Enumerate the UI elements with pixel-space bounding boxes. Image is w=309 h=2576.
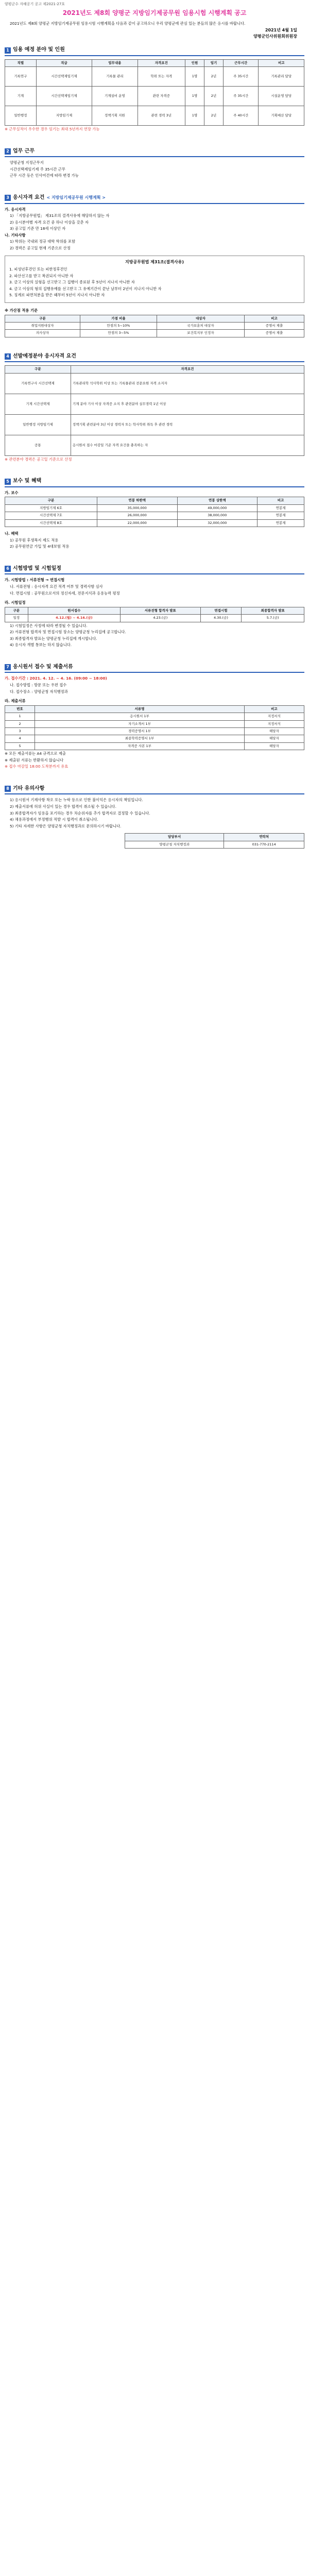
box-title: 지방공무원법 제31조(결격사유) bbox=[125, 259, 184, 264]
table-row: 취업지원대상자 만점의 5~10% 국가보훈처 대상자 증명서 제출 bbox=[5, 323, 304, 330]
sub-heading: 나. 기타사항 bbox=[5, 232, 26, 238]
pay-table: 구분 연봉 하한액 연봉 상한액 비고 지방임기제 6호 35,000,000 49,000,000 연봉제 시간선택제 7호 26,000,000 38,000,000 연봉제 시간선택제 8호 22,000,000 32,000,000 연봉제 bbox=[5, 497, 304, 527]
table-row: 기록연구사 시간선택제 기록관리학 석사학위 이상 또는 기록물관리 전문요원 자격 소지자 bbox=[5, 373, 304, 394]
table-row: 2 자기소개서 1부 지정서식 bbox=[5, 720, 304, 727]
section-title: 응시원서 접수 및 제출서류 bbox=[13, 664, 73, 670]
list-item: 1) 시험일정은 사정에 따라 변경될 수 있습니다. bbox=[10, 623, 88, 628]
section-number-icon: 5 bbox=[5, 479, 11, 485]
table-row: 지방임기제 6호 35,000,000 49,000,000 연봉제 bbox=[5, 504, 304, 512]
section-title: 업무 근무 bbox=[13, 148, 35, 154]
sub-heading: 가. 시험방법 : 서류전형 → 면접시험 bbox=[5, 578, 65, 583]
table-row: 4 최종학력증명서 1부 해당자 bbox=[5, 735, 304, 742]
sub-heading: 라. 제출서류 bbox=[5, 699, 26, 704]
list-item: 1) 학위는 국내외 정규 대학 학위를 포함 bbox=[10, 239, 76, 244]
list-item: 양평군청 지정근무지 bbox=[10, 160, 44, 165]
section-title: 기타 유의사항 bbox=[13, 785, 45, 791]
sub-heading: ※ 가산점 적용 기준 bbox=[5, 308, 38, 313]
positions-note: ※ 근무실적이 우수한 경우 임기는 최대 5년까지 연장 가능 bbox=[5, 127, 100, 132]
header-cell: 근무시간 bbox=[223, 59, 258, 66]
list-item: 나. 서류전형 : 응시자격 요건 적격 여부 및 경력사항 심사 bbox=[10, 584, 103, 589]
section-8 bbox=[5, 785, 304, 849]
table-row: 3 경력증명서 1부 해당자 bbox=[5, 727, 304, 735]
table-row: 시간선택제 8호 22,000,000 32,000,000 연봉제 bbox=[5, 519, 304, 527]
list-item: 3) 최종합격자 발표는 양평군청 누리집에 게시합니다. bbox=[10, 636, 97, 641]
box-line: 3. 금고 이상의 실형을 선고받고 그 집행이 종료된 후 5년이 지나지 아니한 자 bbox=[9, 280, 135, 285]
signer: 양평군인사위원회위원장 bbox=[253, 33, 297, 39]
section-number-icon: 2 bbox=[5, 148, 11, 155]
list-item: 다. 면접시험 : 공무원으로서의 정신자세, 전문지식과 응용능력 평정 bbox=[10, 590, 120, 596]
section-number-icon: 7 bbox=[5, 664, 11, 670]
section-number-icon: 8 bbox=[5, 786, 11, 792]
top-note: 양평군수 자해공기 공고 제2021-27호 bbox=[5, 2, 65, 6]
list-item: 2) 서류전형 합격자 및 면접시험 장소는 양평군청 누리집에 공고합니다. bbox=[10, 630, 126, 635]
header-cell: 자격요건 bbox=[138, 59, 185, 66]
page-title: 2021년도 제8회 양평군 지방임기제공무원 임용시험 시행계획 공고 bbox=[62, 9, 247, 17]
box-line: 2. 파산선고를 받고 복권되지 아니한 자 bbox=[9, 273, 74, 278]
bonus-table: 구분 가점 비율 대상자 비고 취업지원대상자 만점의 5~10% 국가보훈처 대상자 증명서 제출 의사상자 만점의 3~5% 보건복지부 인정자 증명서 제출 bbox=[5, 315, 304, 337]
list-item: 1) 응시원서 기재사항 착오 또는 누락 등으로 인한 불이익은 응시자의 책임입니다. bbox=[10, 798, 143, 803]
section-number-icon: 1 bbox=[5, 47, 11, 54]
list-item: 2) 경력은 공고일 현재 기준으로 산정 bbox=[10, 246, 71, 250]
section-title: 보수 및 혜택 bbox=[13, 478, 42, 484]
section-6 bbox=[5, 565, 304, 648]
list-item: 5) 기타 자세한 사항은 양평군청 자치행정과로 문의하시기 바랍니다. bbox=[10, 823, 122, 828]
box-line: 1. 피성년후견인 또는 피한정후견인 bbox=[9, 267, 67, 272]
sub-heading: 가. 접수기간 : 2021. 4. 12. ~ 4. 16. (09:00 ~ 18:00) bbox=[5, 676, 107, 681]
list-item: 4) 채용과정에서 부정행위 적발 시 합격이 취소됩니다. bbox=[10, 817, 98, 822]
sub-heading: 나. 혜택 bbox=[5, 531, 19, 536]
section-title: 선발예정분야 응시자격 요건 bbox=[13, 353, 76, 359]
sub-heading: 가. 응시자격 bbox=[5, 207, 26, 212]
note-line: ※ 제출된 서류는 반환하지 않습니다 bbox=[5, 757, 64, 762]
header-cell: 임기 bbox=[204, 59, 223, 66]
section-title: 응시자격 요건 bbox=[13, 195, 45, 201]
section-badge: < 지방임기제공무원 시행계획 > bbox=[46, 195, 106, 200]
table-row: 기계 시간선택제임기제 기계설비 운영 관련 자격증 1명 2년 주 35시간 시설운영 담당 bbox=[5, 87, 304, 106]
list-item: 3) 최종합격자가 임용을 포기하는 경우 차순위자를 추가 합격자로 결정할 수 있습니다. bbox=[10, 810, 150, 816]
table-row: 일정 4.12.(월) ~ 4.16.(금) 4.23.(금) 4.30.(금) 5.7.(금) bbox=[5, 615, 304, 622]
documents-table: 번호 서류명 비고 1 응시원서 1부 지정서식 2 자기소개서 1부 지정서식 3 경력증명서 1부 해당자 4 최종학력증명서 1부 해당자 5 자격증 사본 1부 해당자 bbox=[5, 705, 304, 751]
positions-table bbox=[5, 59, 304, 126]
note-line: ※ 모든 제출서류는 A4 규격으로 제출 bbox=[5, 751, 66, 756]
note-line: ※ 접수 마감일 18:00 도착분까지 유효 bbox=[5, 764, 68, 769]
list-item: 근무 시간 등은 인사여건에 따라 변경 가능 bbox=[10, 173, 79, 178]
list-item: 시간선택제임기제 주 35시간 근무 bbox=[10, 166, 65, 172]
list-item: 2) 응시분야별 자격 요건 중 하나 이상을 갖춘 자 bbox=[10, 219, 89, 225]
table-row: 5 자격증 사본 1부 해당자 bbox=[5, 742, 304, 750]
section-4 bbox=[5, 353, 304, 463]
table-row: 기록연구 시간선택제임기제 기록물 관리 학위 또는 자격 1명 2년 주 35시간 기록관리 담당 bbox=[5, 67, 304, 87]
list-item: 1) 「지방공무원법」 제31조의 결격사유에 해당하지 않는 자 bbox=[10, 213, 110, 218]
table-row: 공통 응시원서 접수 마감일 기준 자격 요건을 충족하는 자 bbox=[5, 435, 304, 455]
section-2 bbox=[5, 148, 304, 179]
table-row: 기계 시간선택제 기계 분야 기사 이상 자격증 소지 후 관련분야 실무경력 1년 이상 bbox=[5, 394, 304, 414]
section-title: 임용 예정 분야 및 인원 bbox=[13, 47, 65, 53]
requirements-table: 구분 자격요건 기록연구사 시간선택제 기록관리학 석사학위 이상 또는 기록물관리 전문요원 자격 소지자 기계 시간선택제 기계 분야 기사 이상 자격증 소지 후 관련분야 실무경력 1년 이상 일반행정 지방임기제 정책기획 관련분야 3년 이상 경력자 또는 학사학위 취득 후 관련 경력 공통 응시원서 접수 마감일 기준 자격 요건을 충족하는 자 bbox=[5, 365, 304, 455]
sub-heading: 라. 시험일정 bbox=[5, 600, 26, 605]
header-cell: 직렬 bbox=[5, 59, 37, 66]
header-cell: 직급 bbox=[36, 59, 92, 66]
table-row: 양평군청 자치행정과 031-770-2114 bbox=[125, 841, 304, 848]
schedule-table: 구분 원서접수 서류전형 합격자 발표 면접시험 최종합격자 발표 일정 4.12.(월) ~ 4.16.(금) 4.23.(금) 4.30.(금) 5.7.(금) bbox=[5, 607, 304, 622]
list-item: 2) 제출서류에 허위 사실이 있는 경우 합격이 취소될 수 있습니다. bbox=[10, 804, 116, 809]
header-cell: 인원 bbox=[185, 59, 204, 66]
table-row: 1 응시원서 1부 지정서식 bbox=[5, 713, 304, 720]
box-line: 4. 금고 이상의 형의 집행유예를 선고받고 그 유예기간이 끝난 날부터 2년이 지나지 아니한 자 bbox=[9, 286, 162, 291]
intro-text: 2021년도 제8회 양평군 지방임기제공무원 임용시험 시행계획을 다음과 같이 공고하오니 우리 양평군에 관심 있는 분들의 많은 응시를 바랍니다. bbox=[10, 21, 246, 26]
date: 2021년 4월 1일 bbox=[265, 28, 297, 33]
requirements-note: ※ 관련분야 경력은 공고일 기준으로 산정 bbox=[5, 456, 72, 462]
sub-heading: 가. 보수 bbox=[5, 490, 19, 495]
section-number-icon: 6 bbox=[5, 566, 11, 572]
box-line: 5. 징계로 파면처분을 받은 때부터 5년이 지나지 아니한 자 bbox=[9, 293, 105, 298]
list-item: 2) 공무원연금 가입 및 4대보험 적용 bbox=[10, 544, 70, 549]
list-item: 4) 응시자 개별 통보는 하지 않습니다. bbox=[10, 642, 72, 648]
header-cell: 업무내용 bbox=[92, 59, 138, 66]
table-row: 일반행정 지방임기제 정책기획 관련분야 3년 이상 경력자 또는 학사학위 취득 후 관련 경력 bbox=[5, 414, 304, 435]
section-number-icon: 4 bbox=[5, 353, 11, 360]
section-7 bbox=[5, 664, 304, 770]
table-row: 시간선택제 7호 26,000,000 38,000,000 연봉제 bbox=[5, 512, 304, 519]
section-1 bbox=[5, 46, 304, 132]
table-row: 일반행정 지방임기제 정책기획 지원 관련 경력 3년 1명 2년 주 40시간 기획예산 담당 bbox=[5, 106, 304, 126]
table-row: 의사상자 만점의 3~5% 보건복지부 인정자 증명서 제출 bbox=[5, 330, 304, 337]
section-title: 시험방법 및 시험일정 bbox=[13, 565, 61, 571]
section-3 bbox=[5, 194, 304, 337]
contact-table: 담당부서 연락처 양평군청 자치행정과 031-770-2114 bbox=[125, 833, 304, 849]
list-item: 1) 공무원 후생복지 제도 적용 bbox=[10, 537, 59, 543]
header-cell: 비고 bbox=[259, 59, 304, 66]
disqualification-box bbox=[5, 256, 304, 303]
list-item: 다. 접수장소 : 양평군청 자치행정과 bbox=[10, 689, 68, 694]
list-item: 나. 접수방법 : 방문 또는 우편 접수 bbox=[10, 682, 67, 687]
section-5 bbox=[5, 478, 304, 550]
section-number-icon: 3 bbox=[5, 195, 11, 201]
list-item: 3) 공고일 기준 만 18세 이상인 자 bbox=[10, 226, 66, 231]
